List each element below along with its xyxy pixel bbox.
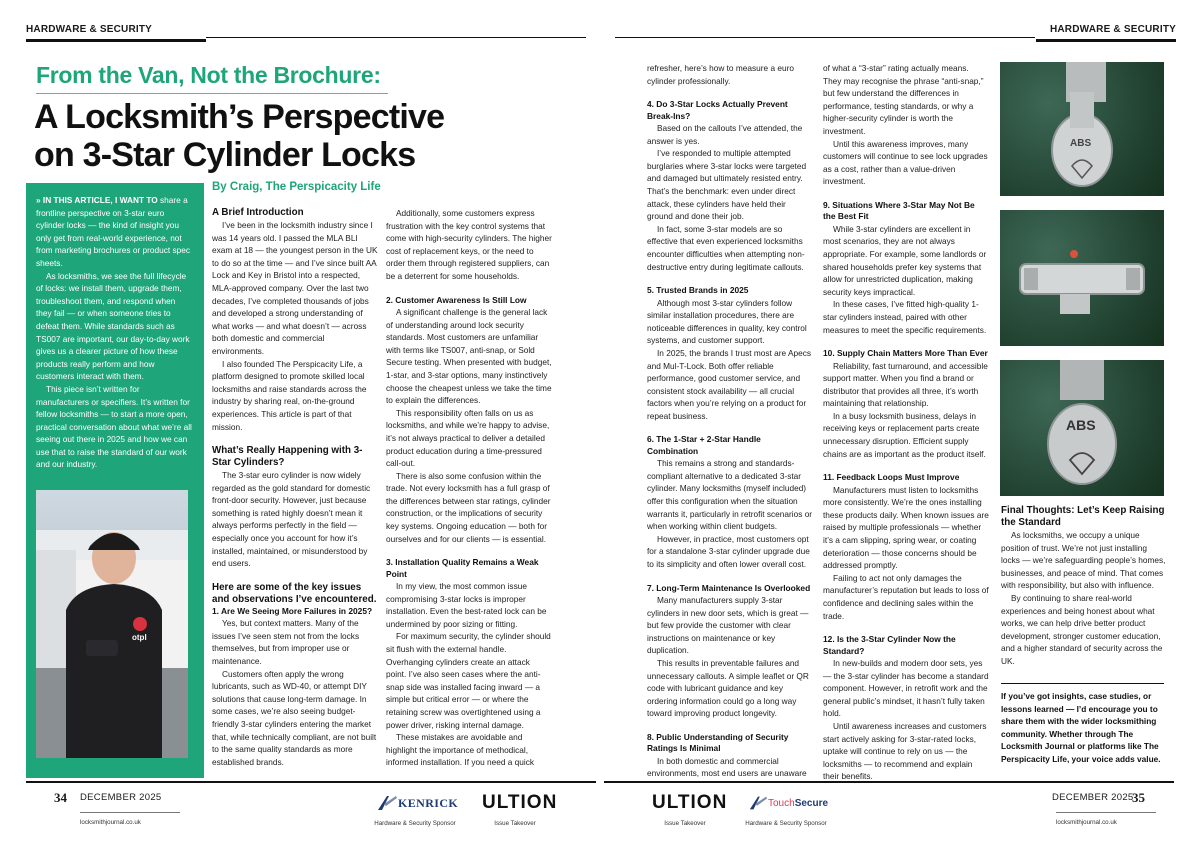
body-paragraph: Customers often apply the wrong lubricants, such as WD-40, or attempt DIY solutions that cause long-term damage. In some cases, we’re also seeing budget-friendly 3-star cylinders entering the market that, while technically compliant, are not built to the same quality standards as more established brands.: [212, 668, 377, 767]
subsection-heading: 5. Trusted Brands in 2025: [647, 285, 749, 296]
author-photo: [36, 490, 188, 758]
kenrick-wordmark: KENRICK: [398, 795, 459, 810]
ultion-caption-right: Issue Takeover: [664, 820, 706, 827]
article-column-4: [823, 62, 989, 783]
kenrick-caption: Hardware & Security Sponsor: [374, 820, 456, 827]
body-paragraph: Manufacturers must listen to locksmiths more consistently. We’re the ones installing these products daily. When known issues are raised by multiple professionals — whether it’s a cam slipping, spring wear, or coating deterioration — those concerns should be addressed promptly.: [823, 484, 989, 571]
section-heading: What’s Really Happening with 3-Star Cylinders?: [212, 445, 363, 469]
sidebar-lead-continued: share a frontline perspective on 3-star euro cylinder locks — the kind of insight you only get from real-world experience, not from marketing brochures or product spec sheets.: [36, 195, 191, 268]
site-url-right[interactable]: locksmithjournal.co.uk: [1056, 819, 1117, 826]
article-kicker: From the Van, Not the Brochure:: [36, 62, 381, 88]
touchsecure-logo: [748, 795, 828, 811]
touch-wordmark: Touch: [768, 797, 795, 809]
body-paragraph: Based on the callouts I’ve attended, the answer is yes.: [647, 123, 803, 146]
article-column-5: [1001, 505, 1167, 668]
body-paragraph: I’ve responded to multiple attempted burglaries where 3-star locks were targeted and damaged but ultimately resisted entry. That’s the benchmark: even under direct attack, these cylinders have held their ground and done their job.: [647, 148, 807, 222]
cylinder-face-illustration: [1000, 62, 1164, 196]
closing-callout: If you’ve got insights, case studies, or lessons learned — I’d encourage you to share them with the wider locksmithing community. Whether through The Locksmith Journal or platforms like The Perspicacity Life, your voice adds value.: [1001, 691, 1161, 764]
body-paragraph: I also founded The Perspicacity Life, a platform designed to promote skilled local locksmiths and raise standards across the industry by sharing real, on-the-ground experiences. This article is part of that mission.: [212, 358, 367, 432]
body-paragraph: In these cases, I’ve fitted high-quality 1-star cylinders instead, paired with other measures to meet the specific requirements.: [823, 299, 987, 335]
kicker-divider: [36, 93, 388, 94]
body-paragraph: In my view, the most common issue compromising 3-star locks is improper installation. Even the best-rated lock can be undermined by poor sizing or fitting.: [386, 581, 547, 629]
body-paragraph: By continuing to share real-world experiences and being honest about what works, we can help drive better product development, stronger customer education, and a higher standard of security across the UK.: [1001, 592, 1163, 666]
body-paragraph: In new-builds and modern door sets, yes — the 3-star cylinder has become a standard component. However, in retrofit work and the general public’s mindset, it hasn’t fully taken hold.: [823, 658, 989, 719]
body-paragraph: In both domestic and commercial environments, most end users are unaware: [647, 755, 807, 779]
section-heading: Final Thoughts: Let’s Keep Raising the Standard: [1001, 505, 1165, 528]
body-paragraph: In a busy locksmith business, delays in receiving keys or replacement parts create unnecessary disruption. Efficient supply chains are as important as the product itself.: [823, 410, 986, 459]
body-paragraph: This remains a strong and standards-compliant alternative to a dedicated 3-star cylinder. Many locksmiths (myself included) offer this configuration when the situation warrants it, particularly in retrofit scenarios or when working within client budgets.: [647, 458, 813, 532]
body-paragraph: refresher, here’s how to measure a euro cylinder professionally.: [647, 63, 794, 86]
sidebar-paragraph: As locksmiths, we see the full lifecycle of locks: we install them, upgrade them, troubleshoot them, and respond when they fail — or when someone tries to defeat them. While standards such as TS007 are important, our day-to-day work gives us a clearer picture of how these products really perform and how customers interact with them.: [36, 270, 190, 382]
article-headline: [34, 98, 554, 174]
sidebar-lead: » IN THIS ARTICLE, I WANT TO: [36, 195, 158, 205]
subsection-heading: 8. Public Understanding of Security Ratings Is Minimal: [647, 731, 789, 754]
subsection-heading: 9. Situations Where 3-Star May Not Be the Best Fit: [823, 199, 975, 222]
section-heading: Here are some of the key issues and observations I’ve encountered.: [212, 581, 377, 605]
subsection-heading: 3. Installation Quality Remains a Weak Point: [386, 557, 539, 579]
ultion-wordmark: ULTION: [652, 792, 728, 813]
body-paragraph: A significant challenge is the general lack of understanding around lock security standards. Most customers are unfamiliar with terms like TS007, anti-snap, or Sold Secure testing. When presented with budget, 1-star, and 3-star options, many instinctively choose the cheapest unless we take the time to explain the differences.: [386, 306, 552, 406]
body-paragraph: Yes, but context matters. Many of the issues I’ve seen stem not from the locks themselves, but from improper use or maintenance.: [212, 618, 360, 667]
lock-brand-text: ABS: [1066, 417, 1096, 433]
ultion-logo-left: [482, 792, 557, 814]
lock-brand-text: ABS: [1070, 138, 1092, 149]
intro-sidebar-text: [36, 194, 192, 471]
body-paragraph: I’ve been in the locksmith industry since I was 14 years old. I passed the MLA BLI exam at 18 — the youngest person in the UK to do so at the time — and I’ve since built AA Lock and Key in Bristol into a respected, MLA-approved company. Over the last two decades, I’ve completed thousands of jobs and developed a strong understanding of what works — and what doesn’t — across both domestic and commercial environments.: [212, 220, 378, 356]
body-paragraph: of what a “3-star” rating actually means. They may recognise the phrase “anti-snap,” but few understand the differences in performance, testing standards, or why a higher-security cylinder is worth the investment.: [823, 63, 984, 136]
body-paragraph: Until awareness increases and customers start actively asking for 3-star-rated locks, uptake will continue to rely on us — the locksmiths — to recommend and explain their benefits.: [823, 720, 987, 782]
site-url-left[interactable]: locksmithjournal.co.uk: [80, 819, 141, 826]
headline-line-2: on 3-Star Cylinder Locks: [34, 136, 416, 174]
subsection-heading: 11. Feedback Loops Must Improve: [823, 472, 960, 483]
body-paragraph: While 3-star cylinders are excellent in most scenarios, they are not always appropriate. For example, some landlords or shared households prefer key systems that allow for unrestricted duplication, making security keys impractical.: [823, 223, 987, 297]
cylinder-face-illustration-2: [1000, 360, 1164, 496]
article-column-2: [386, 207, 552, 769]
subsection-heading: 1. Are We Seeing More Failures in 2025?: [212, 605, 373, 616]
body-paragraph: This responsibility often falls on us as locksmiths, and while we’re happy to advise, it’s not always practical to deliver a detailed product education during a time-pressured call-out.: [386, 407, 550, 469]
subsection-heading: 12. Is the 3-Star Cylinder Now the Standard?: [823, 634, 956, 656]
body-paragraph: There is also some confusion within the trade. Not every locksmith has a full grasp of the differences between star ratings, cylinder construction, or the implications of security key systems. Ongoing education — both for ourselves and for our clients — is essential.: [386, 470, 551, 544]
body-paragraph: Until this awareness improves, many customers will continue to see lock upgrades as a cost, rather than a value-driven investment.: [823, 138, 988, 187]
section-label-left: HARDWARE & SECURITY: [26, 24, 206, 42]
kenrick-logo: [376, 795, 458, 811]
footer-divider-right: [1056, 812, 1156, 813]
body-paragraph: In fact, some 3-star models are so effective that even experienced locksmiths encounter difficulties when attempting non-destructive entry during legitimate callouts.: [647, 223, 805, 272]
header-rule-right: [615, 37, 1035, 38]
footer-rule-right: [604, 781, 1174, 783]
body-paragraph: Although most 3-star cylinders follow similar installation procedures, there are noticeable differences in quality, key control systems, and customer support.: [647, 297, 807, 346]
lock-photo-1: [1000, 62, 1164, 196]
lock-photo-2: [1000, 210, 1164, 346]
header-rule-left: [206, 37, 586, 38]
body-paragraph: Failing to act not only damages the manufacturer’s reputation but leads to loss of confidence and declining sales within the trade.: [823, 572, 989, 621]
body-paragraph: However, in practice, most customers opt for a standalone 3-star cylinder upgrade due to its simplicity and often lower overall cost.: [647, 533, 810, 570]
sidebar-paragraph: [36, 194, 192, 270]
footer-divider-left: [80, 812, 180, 813]
body-paragraph: These mistakes are avoidable and highlight the importance of methodical, informed installation. If you need a quick: [386, 732, 535, 768]
cylinder-side-illustration: [1000, 210, 1164, 346]
sidebar-paragraph: This piece isn’t written for manufacturers or specifiers. It’s written for fellow locksmiths — to start a more open, practical conversation about what we’re all seeing out there in 2025 and how we can use that to raise the standard of our work and our industry.: [36, 383, 192, 470]
subsection-heading: 2. Customer Awareness Is Still Low: [386, 294, 527, 305]
jacket-logo-text: otpl: [132, 633, 147, 642]
issue-date-left: DECEMBER 2025: [80, 792, 162, 803]
subsection-heading: 7. Long-Term Maintenance Is Overlooked: [647, 582, 811, 593]
ultion-caption-left: Issue Takeover: [494, 820, 536, 827]
page-number-right: 35: [1132, 790, 1145, 805]
article-byline: By Craig, The Perspicacity Life: [212, 181, 381, 193]
secure-wordmark: Secure: [794, 797, 829, 809]
issue-date-right: DECEMBER 2025: [1052, 792, 1134, 803]
body-paragraph: As locksmiths, we occupy a unique position of trust. We’re not just installing locks — we’re safeguarding people’s homes, businesses, and peace of mind. That comes with responsibility, but also with influence.: [1001, 530, 1166, 591]
body-paragraph: The 3-star euro cylinder is now widely regarded as the gold standard for domestic front-door security. However, just because something is rated highly doesn’t mean it always performs perfectly in the field — especially once you account for how it’s installed, maintained, or misunderstood by end users.: [212, 470, 371, 569]
body-paragraph: Many manufacturers supply 3-star cylinders in new door sets, which is great — but few provide the customer with clear instructions on maintenance or key duplication.: [647, 595, 809, 656]
body-paragraph: In 2025, the brands I trust most are Apecs and Mul-T-Lock. Both offer reliable performance, good customer service, and consistent stock availability — all crucial factors when you’re relying on a product for repeat business.: [647, 347, 812, 421]
subsection-heading: 6. The 1-Star + 2-Star Handle Combination: [647, 434, 761, 456]
article-column-1: [212, 207, 378, 768]
subsection-heading: 10. Supply Chain Matters More Than Ever: [823, 348, 988, 359]
ultion-logo-right: [652, 792, 727, 814]
ultion-wordmark: ULTION: [482, 792, 558, 813]
subsection-heading: 4. Do 3-Star Locks Actually Prevent Break-Ins?: [647, 99, 788, 121]
touchsecure-caption: Hardware & Security Sponsor: [745, 820, 827, 827]
body-paragraph: Additionally, some customers express frustration with the key control systems that come with high-security cylinders. The higher cost of replacement keys, or the need to order them through registered suppliers, can be a deterrent for some households.: [386, 208, 552, 281]
body-paragraph: Reliability, fast turnaround, and accessible support matter. When you find a brand or distributor that provides all three, it’s worth maintaining that relationship.: [823, 360, 988, 409]
body-paragraph: This results in preventable failures and unnecessary callouts. A simple leaflet or QR code with lubricant guidance and key ordering information could go a long way toward improving product longevity.: [647, 658, 809, 719]
footer-rule-left: [26, 781, 596, 783]
section-heading: A Brief Introduction: [212, 207, 304, 218]
page-number-left: 34: [54, 790, 67, 805]
body-paragraph: For maximum security, the cylinder should sit flush with the external handle. Overhanging cylinders create an attack point. I’ve also seen cases where the anti-snap side was installed facing inward — a simple but critical error — or where the retaining screw was overtightened using a power driver, risking internal damage.: [386, 631, 551, 730]
lock-photo-3: [1000, 360, 1164, 496]
closing-divider: [1001, 683, 1164, 684]
section-label-right: HARDWARE & SECURITY: [1036, 24, 1176, 42]
kenrick-k-icon: [376, 795, 398, 811]
touchsecure-k-icon: [748, 795, 768, 811]
headline-line-1: A Locksmith’s Perspective: [34, 98, 445, 136]
author-photo-illustration: [36, 490, 188, 758]
article-column-3: [647, 62, 813, 780]
